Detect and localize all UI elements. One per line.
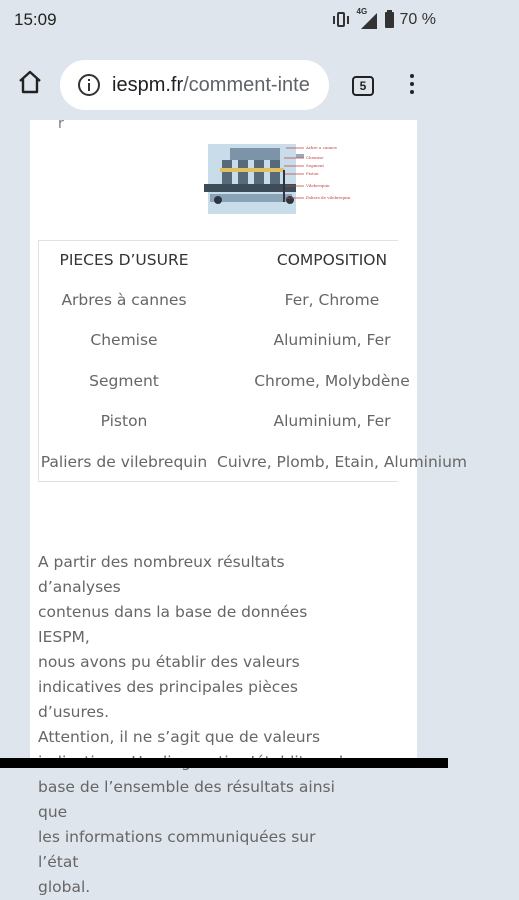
info-icon[interactable] <box>78 74 100 96</box>
signal-icon <box>356 7 379 29</box>
table-row <box>39 412 519 452</box>
diagram-label: Segment <box>306 163 325 168</box>
table-cell: Chrome, Molybdène <box>254 372 410 390</box>
network-type: 4G <box>356 7 368 16</box>
table-cell: Chemise <box>90 331 158 349</box>
engine-diagram <box>200 140 400 220</box>
table-row <box>39 291 519 331</box>
table-row <box>39 372 519 412</box>
overflow-menu-icon[interactable] <box>410 74 416 98</box>
paragraph-line: A partir des nombreux résultats d’analyses <box>38 553 285 596</box>
paragraph-line: global. <box>38 878 91 896</box>
table-cell: Fer, Chrome <box>284 291 380 309</box>
paragraph-line: contenus dans la base de données IESPM, <box>38 603 308 646</box>
table-cell: Cuivre, Plomb, Etain, Aluminium <box>217 453 468 471</box>
diagram-label: Vilebrequin <box>306 183 330 188</box>
status-bar <box>0 0 448 40</box>
status-icons <box>331 7 436 30</box>
diagram-label: Arbre a cannes <box>306 145 337 150</box>
paragraph-line: indicatives des principales pièces d’usures. <box>38 678 298 721</box>
url-path: /comment-inte <box>183 73 310 96</box>
status-time: 15:09 <box>14 10 57 29</box>
table-cell: Paliers de vilebrequin <box>40 453 208 471</box>
diagram-label: Paliers de vilebrequin <box>306 195 351 200</box>
table-cell: Arbres à cannes <box>61 291 187 309</box>
vibrate-icon <box>331 11 351 29</box>
web-content[interactable] <box>0 116 468 896</box>
table-header: COMPOSITION <box>276 251 388 269</box>
table-row <box>39 453 519 493</box>
table-cell: Piston <box>100 412 148 430</box>
table-cell: Segment <box>89 372 159 390</box>
table-row <box>39 331 519 371</box>
tab-switcher-button[interactable]: 5 <box>352 76 374 96</box>
article-paragraph <box>38 550 356 900</box>
battery-icon <box>385 12 394 28</box>
paragraph-line: Attention, il ne s’agit que de valeurs <box>38 728 321 746</box>
table-header: PIECES D’USURE <box>59 251 189 269</box>
table-cell: Aluminium, Fer <box>273 412 391 430</box>
table-header-row <box>39 251 519 291</box>
address-bar[interactable] <box>60 60 329 110</box>
system-nav-bar <box>0 758 448 768</box>
paragraph-line: nous avons pu établir des valeurs <box>38 653 300 671</box>
url-domain: iespm.fr <box>112 73 184 96</box>
table-cell: Aluminium, Fer <box>273 331 391 349</box>
diagram-label: Piston <box>306 171 319 176</box>
browser-toolbar <box>0 40 448 120</box>
caption-fragment: r <box>58 116 64 132</box>
wear-parts-table <box>38 240 468 482</box>
diagram-label: Chemise <box>306 155 324 160</box>
battery-percent: 70 % <box>399 11 436 28</box>
url-text[interactable] <box>112 74 310 97</box>
paragraph-line: base de l’ensemble des résultats ainsi que <box>38 778 335 821</box>
home-icon[interactable] <box>16 68 44 96</box>
paragraph-line: les informations communiquées sur l’état <box>38 828 316 871</box>
